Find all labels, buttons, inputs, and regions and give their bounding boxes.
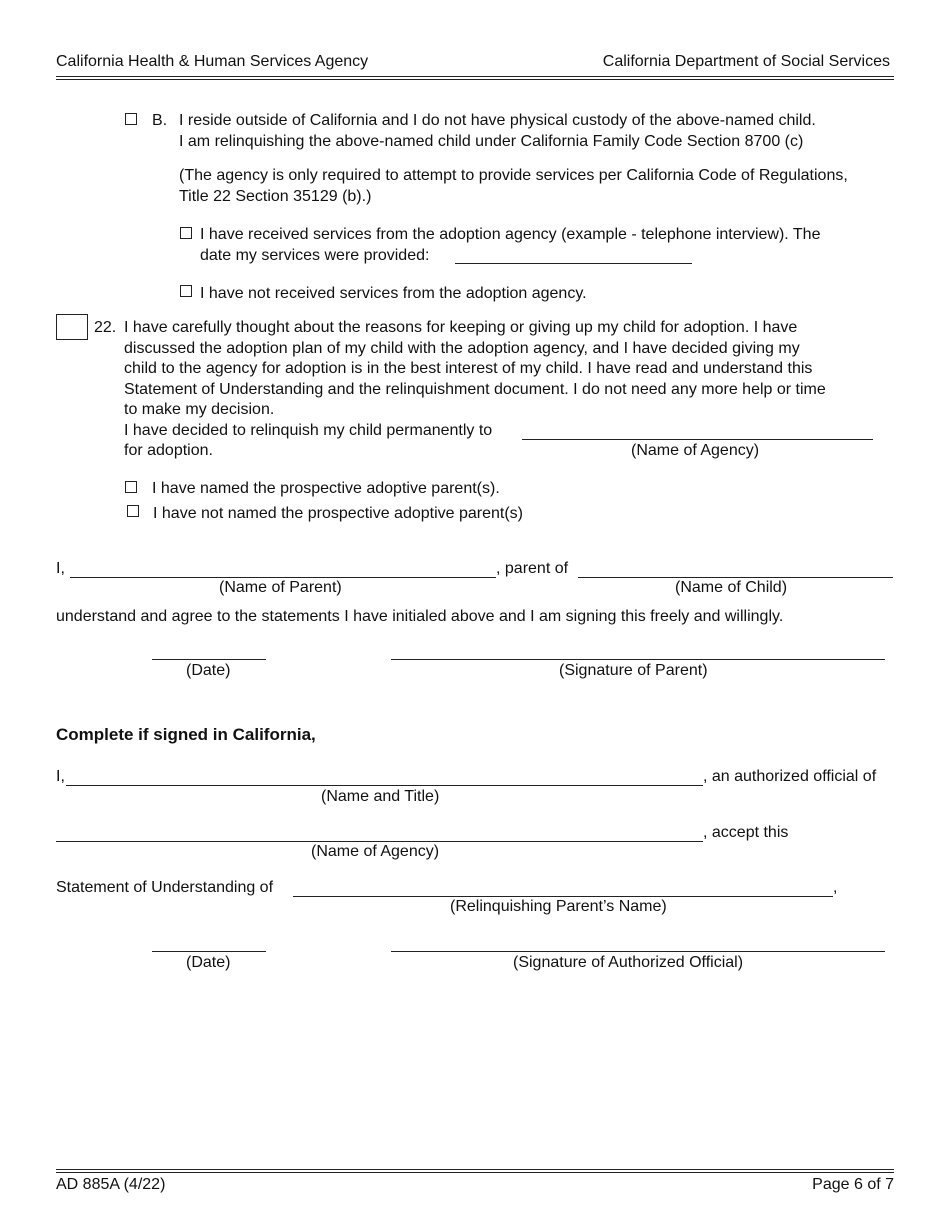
parent-name-caption: (Name of Parent): [219, 579, 342, 596]
section-b-checkbox[interactable]: [125, 113, 137, 125]
child-name-caption: (Name of Child): [675, 579, 788, 596]
item22-initial-box[interactable]: [56, 314, 88, 340]
parent-of-text: , parent of: [496, 560, 569, 577]
section-b-letter: B.: [152, 112, 168, 129]
services-date-field[interactable]: [455, 263, 692, 264]
header-department: California Department of Social Services: [602, 53, 890, 70]
parent-date-caption: (Date): [186, 662, 231, 679]
statement-comma: ,: [833, 879, 838, 896]
accept-this-text: , accept this: [703, 824, 789, 841]
named-parents-checkbox[interactable]: [125, 481, 137, 493]
item22-number: 22.: [94, 319, 117, 336]
footer-rule-bottom: [56, 1172, 894, 1173]
agency-caption: (Name of Agency): [631, 442, 760, 459]
agreement-text: understand and agree to the statements I have initialed above and I am signing this freely and willingly.: [56, 608, 784, 625]
parent-i-label: I,: [56, 560, 65, 577]
agency-name-field[interactable]: [522, 439, 873, 440]
official-name-title-field[interactable]: [66, 785, 703, 786]
header-rule-bottom: [56, 79, 894, 80]
relinquishing-parent-caption: (Relinquishing Parent’s Name): [450, 898, 667, 915]
section-b-note1: (The agency is only required to attempt to provide services per California Code of Regulations,: [179, 167, 848, 184]
section-b-note2: Title 22 Section 35129 (b).): [179, 188, 372, 205]
section-b-line1: I reside outside of California and I do not have physical custody of the above-named child.: [179, 112, 816, 129]
authorized-official-text: , an authorized official of: [703, 768, 877, 785]
name-title-caption: (Name and Title): [321, 788, 440, 805]
official-date-caption: (Date): [186, 954, 231, 971]
item22-line1: I have carefully thought about the reasons for keeping or giving up my child for adoption. I have: [124, 319, 798, 336]
not-named-parents-label: I have not named the prospective adoptive parent(s): [153, 505, 523, 522]
official-i-label: I,: [56, 768, 65, 785]
official-date-field[interactable]: [152, 951, 266, 952]
relinquish-text: I have decided to relinquish my child permanently to: [124, 422, 493, 439]
official-agency-caption: (Name of Agency): [311, 843, 440, 860]
header-agency: California Health & Human Services Agency: [56, 53, 369, 70]
received-services-checkbox[interactable]: [180, 227, 192, 239]
parent-signature-field[interactable]: [391, 659, 885, 660]
for-adoption-text: for adoption.: [124, 442, 213, 459]
not-named-parents-checkbox[interactable]: [127, 505, 139, 517]
item22-line3: child to the agency for adoption is in the best interest of my child. I have read and understand this: [124, 360, 813, 377]
parent-date-field[interactable]: [152, 659, 266, 660]
item22-line2: discussed the adoption plan of my child with the adoption agency, and I have decided giving my: [124, 340, 800, 357]
section-b-line2: I am relinquishing the above-named child under California Family Code Section 8700 (c): [179, 133, 804, 150]
item22-line5: to make my decision.: [124, 401, 275, 418]
not-received-services-label: I have not received services from the adoption agency.: [200, 285, 587, 302]
california-heading: Complete if signed in California,: [56, 725, 316, 744]
not-received-services-checkbox[interactable]: [180, 285, 192, 297]
named-parents-label: I have named the prospective adoptive parent(s).: [152, 480, 500, 497]
statement-label: Statement of Understanding of: [56, 879, 274, 896]
official-signature-field[interactable]: [391, 951, 885, 952]
page-number: Page 6 of 7: [812, 1176, 894, 1193]
form-id: AD 885A (4/22): [56, 1176, 166, 1193]
item22-line4: Statement of Understanding and the relinquishment document. I do not need any more help or time: [124, 381, 826, 398]
official-signature-caption: (Signature of Authorized Official): [513, 954, 744, 971]
header-rule-top: [56, 76, 894, 77]
received-services-line1: I have received services from the adoption agency (example - telephone interview). The: [200, 226, 821, 243]
parent-signature-caption: (Signature of Parent): [559, 662, 708, 679]
received-services-line2: date my services were provided:: [200, 247, 430, 264]
footer-rule-top: [56, 1169, 894, 1170]
